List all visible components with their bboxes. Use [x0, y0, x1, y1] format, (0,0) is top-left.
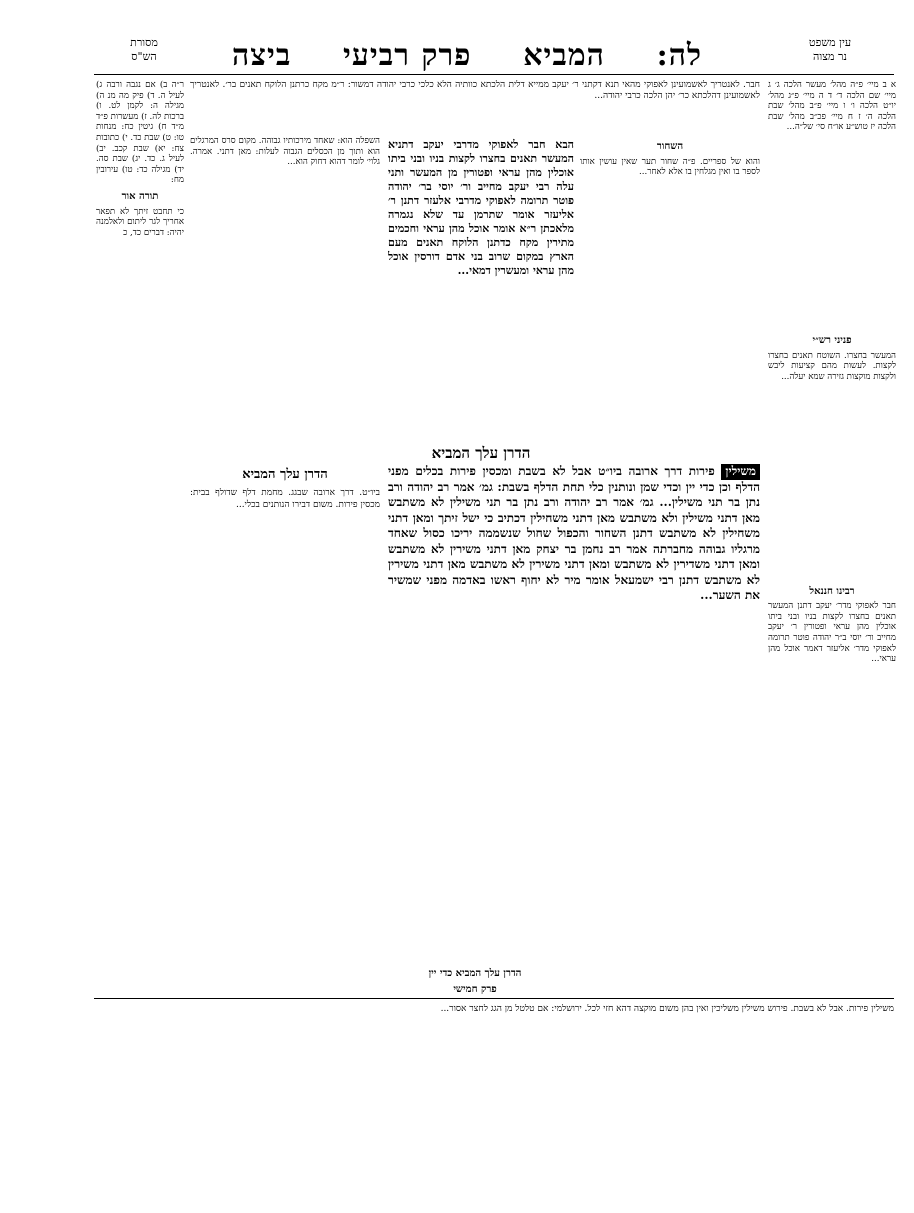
gemara-main-text: גמ׳ אמר רב יהודה ורב נתן בר תני משילין לא משתבש מאן דתני משילין ולא משתבש מאן דתני משחילין דכתיב כי ישל זיתך ומאן דתני משחילין לא משתבש דתנן השחור והכפול שחול שנשממה יריכו כסול שאחד מרגליו גבוהה מחברתה אמר רב נחמן בר יצחק מאן דתני משירין לא משתבש ומאן דתני משדירין לא משתבש ומאן דתני משירין לא משתבש מאן דתני משירין לא משתבש דתנן רבי ישמעאל אומר מיר לא יחוף ראשו באדמה מפני שמשיר את השער...	[388, 495, 760, 602]
rashi-bottom-text: ביו״ט. דרך ארובה שבגג. מחמת דלף שדולף בבית: מכסין פירות. משום דבירו הנותנים בכלי...	[190, 488, 380, 510]
hadran-bottom: הדרן עלך המביא כדי יין	[428, 968, 522, 979]
right-column	[768, 80, 896, 960]
rashi-lower-column	[190, 488, 380, 954]
footer-text: משילין פירות. אבל לא בשבת. פירוש משילין משליכין ואין בהן משום מוקצה דהא חזי לכל. ירושלמי: אם טלטל מן הגג לחצר אסור...	[440, 1004, 894, 1014]
footer-rule	[94, 998, 894, 999]
masoret-label: מסורת	[130, 36, 158, 49]
rashi-title: השחור	[656, 141, 684, 152]
ein-mishpat-corner	[770, 36, 890, 64]
ner-mitzva-label: נר מצוה	[813, 50, 847, 63]
rashi-column	[580, 136, 760, 446]
torah-or-text: כי תחבט זיתך לא תפאר אחריך לגר ליתום ולאלמנה יהיה: דברים כד, כ	[96, 206, 184, 238]
gemara-center-text: הבא חבר לאפוקי מדרבי יעקב דתניא המעשר תאנים בחצרו לקצות בניו ובני ביתו אוכלין מהן עראי ופטורין מן המעשר ותני עלה רבי יעקב מחייב ור׳ יוסי בר׳ יהודה פוטר תרומה לאפוקי מדרבי אלעזר דתנן ר׳ אליעזר אומר שתרמן עד שלא נגמרה מלאכתן ר״א אומר אוכל מהן עראי וחכמים מתירין מקח כדתנן הלוקח תאנים מעם הארץ במקום שרוב בני אדם דורסין אוכל מהן עראי ומעשרין דמאי...	[388, 138, 574, 277]
masoret-corner	[104, 36, 184, 64]
ein-mishpat-text: א ב מיי׳ פ״ה מהל׳ מעשר הלכה ג׳ ג מיי׳ שם הלכה ד׳ ד ה מיי׳ פ״ג מהל׳ יו״ט הלכה ו׳ ו מיי׳ פ״ב מהל׳ שבת הלכה ה׳ ז ח מיי׳ פכ״ב מהל׳ שבת הלכה יז טוש״ע או״ח סי׳ של״ה...	[768, 80, 896, 133]
tractate-name: ביצה	[232, 37, 292, 73]
footer-commentary	[94, 1004, 894, 1044]
perek-name: פרק רביעי	[343, 37, 472, 73]
mishna-label: משילין	[721, 464, 760, 480]
rabbenu-title: רבינו חננאל	[809, 585, 855, 597]
page-header	[232, 34, 702, 76]
ein-mishpat-label: עין משפט	[808, 36, 852, 49]
masoret-column	[96, 80, 184, 400]
gemara-center	[388, 138, 574, 438]
mishna-text: פירות דרך ארובה ביו״ט אבל לא בשבת ומכסין פירות בכלים מפני הדלף וכן כדי יין וכדי שמן ונותנין כלי תחת הדלף בשבת: גמ׳ אמר רב יהודה ורב נתן בר תני משילין...	[388, 464, 760, 509]
tosafot-column-text: השפלה הוא: שאחד מירכותיו גבוהה. מקום סרס המרגלים הוא ותוך מן הכסלים הגבוה לעלות: מאן דתני. אמרה. גלוי׳ לומר דהוא דחוק הוא...	[190, 136, 380, 168]
masoret-text: ר״ה ב) אם נגבה ורבה ג) לעיל ה. ד) פיק מה מנ ה) מגילה ה: לקמן לט. ו) ברכות לה. ז) מעשרות פ״ד מ״ד ח) גיטין כח: מנחות טו: ט) שבת כד. י) כתובות צח: יא) שבת קכב. יב) לעיל ג. כד. יג) שבת סה. יד) מגילה כד: טו) עירובין מח:	[96, 80, 184, 186]
tosafot-top	[190, 80, 760, 132]
hadran-center-top: הדרן עלך המביא	[431, 444, 531, 462]
gemara-main	[388, 464, 760, 954]
torah-or-title: תורה אור	[121, 190, 159, 202]
tosafot-top-text: חבר. לאנטריך לאשמועינן לאפוקי מהאי תנא דקתני ר׳ יעקב ממייא דלית הלכתא כוותיה הלא כלכי כרבי יהודה דמשור: ר״מ מקח כרתנן הלוקח תאנים בר׳. לאנטריך לאשמועינן דהלכתא כר׳ יהן הלכה כרבי יהודה...	[190, 80, 760, 101]
tosafot-column	[190, 136, 380, 456]
rabbenu-text: חבר לאפוקי מדר׳ יעקב דתנן המעשר תאנים בחצרו לקצות בניו ובני ביתו אוכלין מהן עראי ופטורין ר׳ יעקב מחייב ור׳ יוסי ב״ר יהודה פוטר תרומה לאפוקי מדר׳ אליעזר דאמר אוכל מהן עראי...	[768, 601, 896, 665]
rashi-text: והוא של ספריים. פ״ה שחור תער שאין עושין אותו לספר בו ואין מגלחין בו אלא לאחר...	[580, 156, 760, 178]
page-number: לה:	[656, 37, 702, 73]
chapter-name: המביא	[523, 37, 605, 73]
hashas-label: הש"ס	[131, 50, 157, 63]
perek-next: פרק חמישי	[453, 984, 497, 995]
rashi-pearls-text: המעשר בחצרו. השוטח תאנים בחצרו לקצות. לעשות מהם קציעות ליבש ולקצות מוקצות גזירה שמא יעלה...	[768, 350, 896, 382]
rashi-pearls-title: פניני רש״י	[812, 335, 852, 346]
hadran-left: הדרן עלך המביא	[242, 467, 328, 482]
header-rule	[94, 74, 894, 75]
